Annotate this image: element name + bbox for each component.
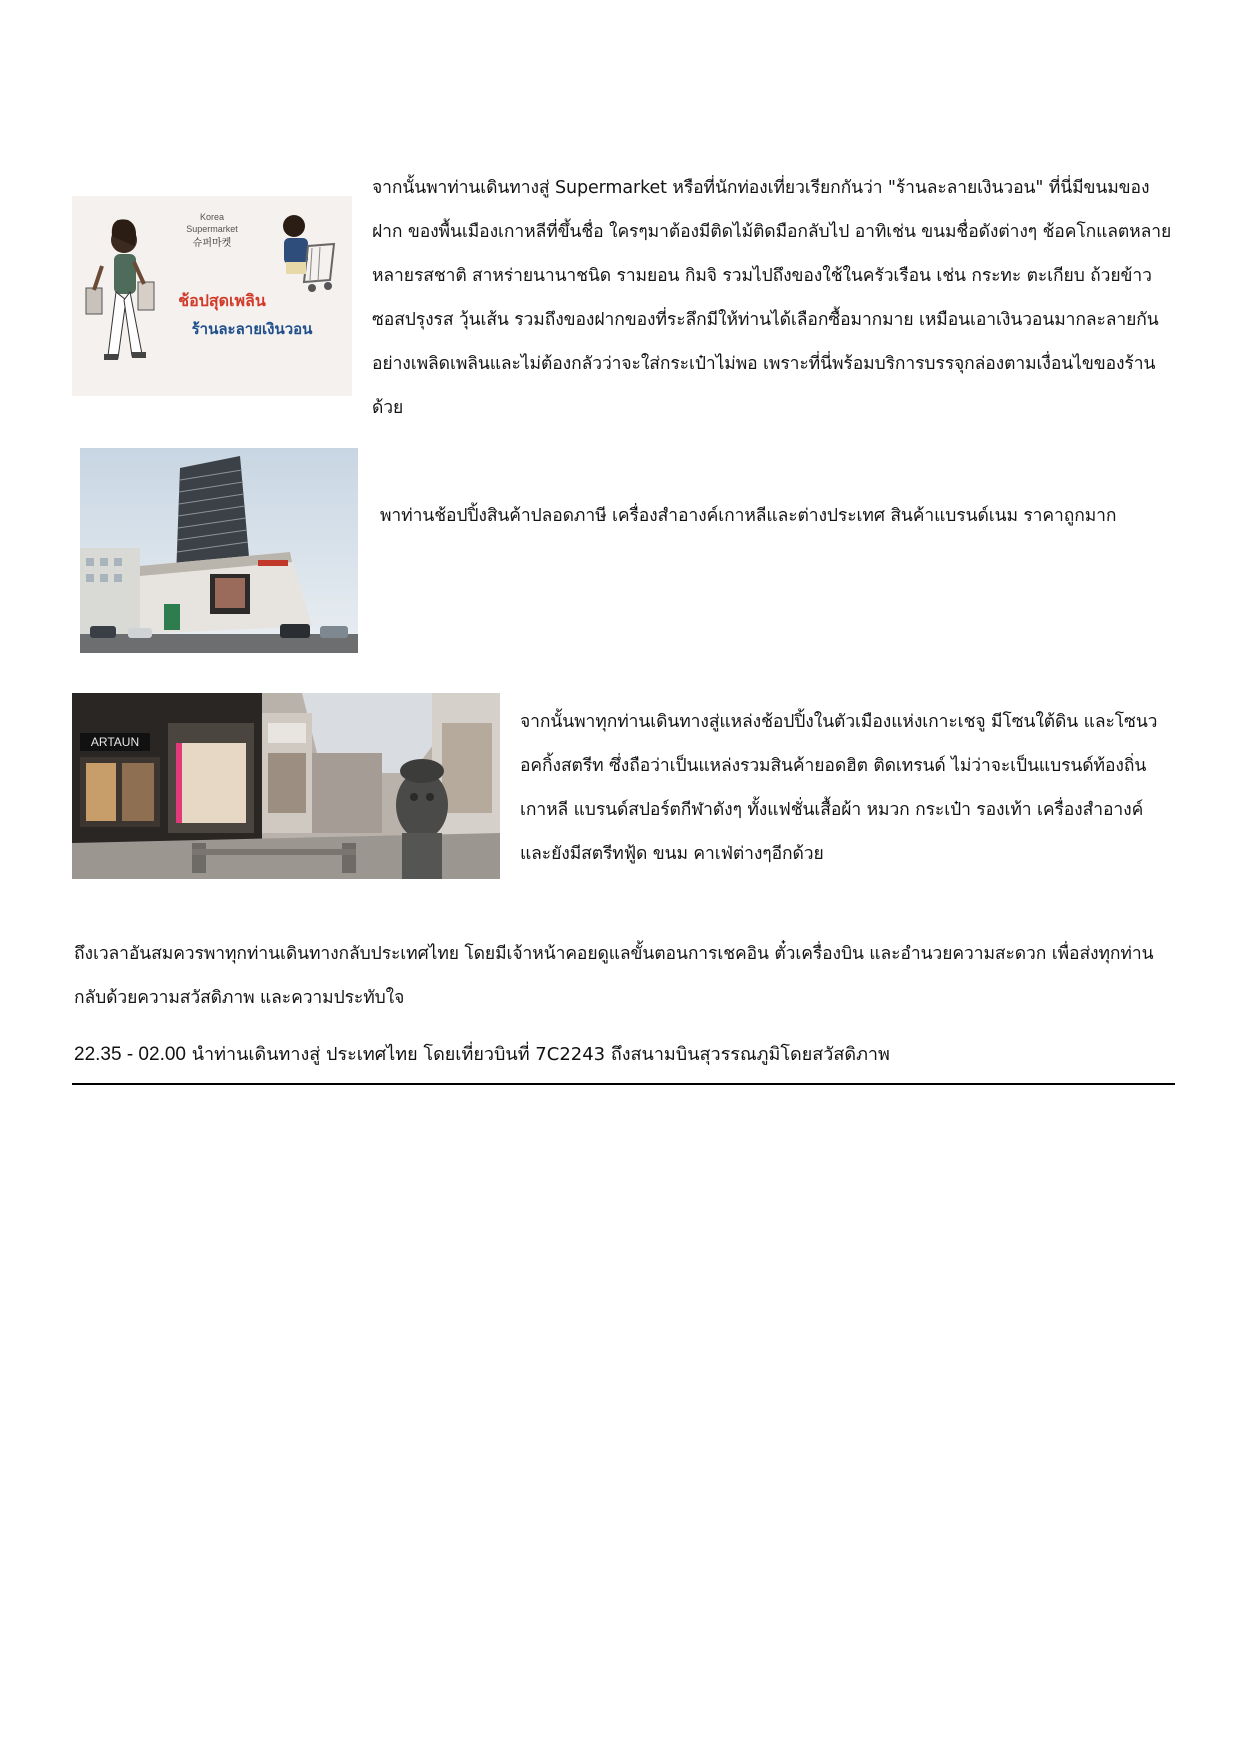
label-supermarket: Supermarket — [186, 224, 238, 234]
flight-description: นำท่านเดินทางสู่ ประเทศไทย โดยเที่ยวบินที่ 7C2243 ถึงสนามบินสุวรรณภูมิโดยสวัสดิภาพ — [185, 1044, 890, 1065]
label-korea: Korea — [199, 212, 225, 222]
divider-line — [72, 1083, 1175, 1085]
flight-itinerary-line — [74, 1040, 890, 1070]
flight-time: 22.35 - 02.00 — [74, 1044, 186, 1065]
building-photo-icon — [80, 448, 358, 653]
paragraph-return-trip: ถึงเวลาอันสมควรพาทุกท่านเดินทางกลับประเทศไทย โดยมีเจ้าหน้าคอยดูแลขั้นตอนการเชคอิน ตั๋วเครื่องบิน และอำนวยความสะดวก เพื่อส่งทุกท่านกลับด้วยความสวัสดิภาพ และความประทับใจ — [74, 944, 1154, 1008]
shop-sign: ARTAUN — [90, 735, 140, 749]
supermarket-illustration — [72, 196, 352, 396]
street-photo-icon — [72, 693, 500, 879]
paragraph-duty-free: พาท่านช้อปปิ้งสินค้าปลอดภาษี เครื่องสำอางค์เกาหลีและต่างประเทศ สินค้าแบรนด์เนม ราคาถูกมาก — [380, 506, 1117, 526]
shopping-illustration-icon — [72, 196, 352, 396]
paragraph-jeju-street: จากนั้นพาทุกท่านเดินทางสู่แหล่งช้อปปิ้งในตัวเมืองแห่งเกาะเชจู มีโซนใต้ดิน และโซนวอคกิ้งสตรีท ซึ่งถือว่าเป็นแหล่งรวมสินค้ายอดฮิต ติดเทรนด์ ไม่ว่าจะเป็นแบรนด์ท้องถิ่นเกาหลี แบรนด์สปอร์ตกีฬาดังๆ ทั้งแฟชั่นเสื้อผ้า หมวก กระเป๋า รองเท้า เครื่องสำอางค์ และยังมีสตรีทฟู้ด ขนม คาเฟ่ต่างๆอีกด้วย — [520, 712, 1158, 864]
label-blue-thai: ร้านละลายเงินวอน — [191, 320, 313, 338]
jeju-street-photo — [72, 693, 500, 879]
paragraph-supermarket: จากนั้นพาท่านเดินทางสู่ Supermarket หรือที่นักท่องเที่ยวเรียกกันว่า "ร้านละลายเงินวอน" ที่นี่มีขนมของฝาก ของพื้นเมืองเกาหลีที่ขึ้นชื่อ ใครๆมาต้องมีติดไม้ติดมือกลับไป อาทิเช่น ขนมชื่อดังต่างๆ ช้อคโกแลตหลายหลายรสชาติ สาหร่ายนานาชนิด รามยอน กิมจิ รวมไปถึงของใช้ในครัวเรือน เช่น กระทะ ตะเกียบ ถ้วยข้าว ซอสปรุงรส วุ้นเส้น รวมถึงของฝากของที่ระลึกมีให้ท่านได้เลือกซื้อมากมาย เหมือนเอาเงินวอนมากละลายกันอย่างเพลิดเพลินและไม่ต้องกลัวว่าจะใส่กระเป๋าไม่พอ เพราะที่นี่พร้อมบริการบรรจุกล่องตามเงื่อนไขของร้านด้วย — [372, 178, 1172, 418]
duty-free-building-photo — [80, 448, 358, 653]
label-korean: 슈퍼마켓 — [192, 238, 232, 249]
label-red-thai: ช้อปสุดเพลิน — [178, 291, 266, 310]
